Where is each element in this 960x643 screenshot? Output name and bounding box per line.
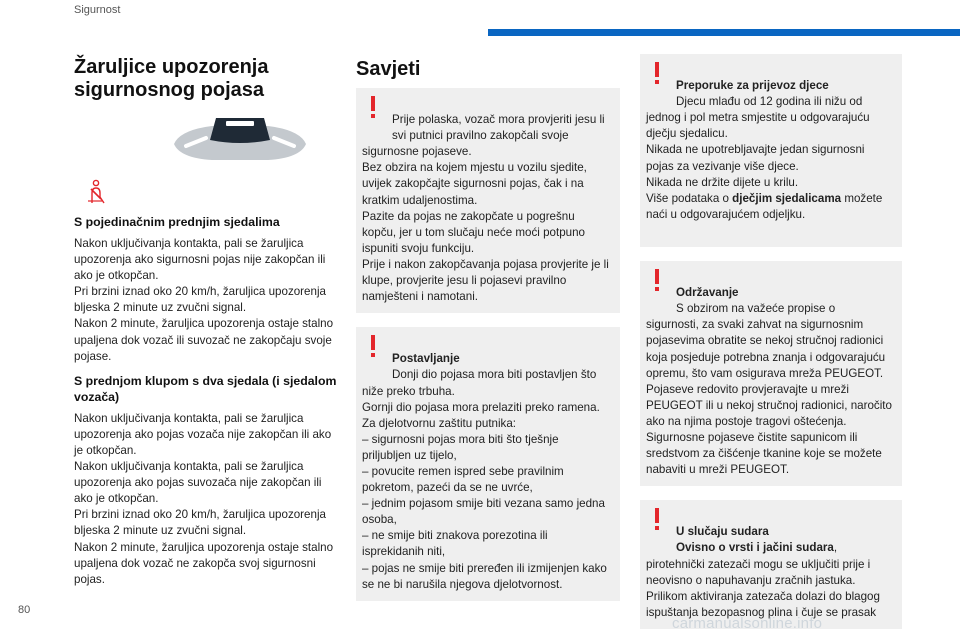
warning-exclamation-icon <box>652 506 662 532</box>
tips-title: Savjeti <box>356 58 421 80</box>
tip-collision-text: pirotehnički zatezači mogu se uključiti prije i neovisno o napuhavanju zračnih jastuka. Prilikom aktiviranja zatezača dolazi do blagog ispuštanja bezopasnog plina i čuje se prasak <box>646 557 880 619</box>
tip-children-text: jednog i pol metra smjestite u odgovarajuću dječju sjedalicu. Nikada ne upotrebljavajte jedan sigurnosni pojas za vezivanje više djece. Nikada ne držite dijete u krilu. <box>646 111 870 189</box>
paragraph-individual-seats: Nakon uključivanja kontakta, pali se žaruljica upozorenja ako sigurnosni pojas nije zakopčan ili ako je otkopčan. Pri brzini iznad oko 20 km/h, žaruljica upozorenja bljeska 2 minute uz zvučni signal. Nakon 2 minute, žaruljica upozorenja ostaje stalno upaljena dok vozač ili suvozač ne zakopčaju svoje pojase. <box>74 237 334 363</box>
watermark: carmanualsonline.info <box>672 615 823 632</box>
tip-maintenance-text: sigurnosti, za svaki zahvat na sigurnosnim pojasevima obratite se nekoj stručnoj radionici koja posjeduje potrebna znanja i odgovarajuću opremu, što vam osigurava mreža PEUGEOT. Pojaseve redovito provjeravajte u mreži PEUGEOT ili u nekoj stručnoj radionici, naročito ako na njima postoje tragovi oštećenja. Sigurnosne pojaseve čistite sapunicom ili sredstvom za čišćenje tkanine koje se možete nabaviti u mreži PEUGEOT. <box>646 318 892 477</box>
subheading-individual-seats: S pojedinačnim prednjim sjedalima <box>74 215 280 229</box>
tip-box-collision <box>640 500 902 629</box>
tip-fitting-title: Postavljanje <box>392 352 460 366</box>
tip-maintenance-first-line: S obzirom na važeće propise o <box>676 302 836 316</box>
tip-children-more-suffix: možete naći u odgovarajućem odjeljku. <box>646 191 883 221</box>
page-number: 80 <box>18 604 31 616</box>
tip-box-fitting <box>356 327 620 601</box>
tip-collision-title: U slučaju sudara <box>676 525 769 539</box>
paragraph-bench-seat: Nakon uključivanja kontakta, pali se žaruljica upozorenja ako pojas vozača nije zakopčan ili ako je otkopčan. Nakon uključivanja kontakta, pali se žaruljica upozorenja ako pojas suvozača nije zakopčan ili ako je otkopčan. Pri brzini iznad oko 20 km/h, žaruljica upozorenja bljeska 2 minute uz zvučni signal. Nakon 2 minute, žaruljica upozorenja ostaje stalno upaljena dok vozač ne zakopča svoj sigurnosni pojas. <box>74 411 334 586</box>
warning-exclamation-icon <box>652 60 662 86</box>
tip-collision-first-punct: , <box>833 541 838 555</box>
tip-children-first-line: Djecu mlađu od 12 godina ili nižu od <box>676 95 863 109</box>
warning-exclamation-icon <box>368 94 378 120</box>
tip-general-text: sigurnosne pojaseve. Bez obzira na kojem mjestu u vozilu sjedite, uvijek zakopčajte sigurnosni pojas, čak i na kratkim udaljenostima. Pazite da pojas ne zakopčate u pogrešnu kopču, jer u tom slučaju neće moći potpuno ispuniti svoju funkciju. Prije i nakon zakopčavanja pojasa provjerite je li klupe, provjerite jesu li pojasevi pravilno namješteni i namotani. <box>362 145 609 304</box>
tip-fitting-first-line: Donji dio pojasa mora biti postavljen što <box>392 368 597 382</box>
warning-exclamation-icon <box>368 333 378 359</box>
tip-children-more-prefix: Više podataka o <box>646 191 733 205</box>
column-3 <box>640 54 902 643</box>
tip-box-general <box>356 88 620 313</box>
tip-children-title: Preporuke za prijevoz djece <box>676 79 829 93</box>
subheading-bench-seat: S prednjom klupom s dva sjedala (i sjedalom vozača) <box>74 373 337 404</box>
column-2 <box>356 56 620 615</box>
section-title: Žaruljice upozorenja sigurnosnog pojasa <box>74 56 269 101</box>
child-seats-link-text: dječjim sjedalicama <box>732 191 842 205</box>
header-accent-bar <box>488 29 960 36</box>
warning-exclamation-icon <box>652 267 662 293</box>
tip-box-maintenance <box>640 261 902 486</box>
column-1 <box>74 56 342 588</box>
seatbelt-warning-icon <box>82 179 108 205</box>
tip-general-first-line: Prije polaska, vozač mora provjeriti jesu li svi putnici pravilno zakopčali svoje <box>392 113 605 143</box>
tip-maintenance-title: Održavanje <box>676 286 739 300</box>
instrument-cluster-icon <box>160 110 320 166</box>
tip-fitting-text: niže preko trbuha. Gornji dio pojasa mora prelaziti preko ramena. Za djelotvornu zaštitu putnika: – sigurnosni pojas mora biti što tješnje priljubljen uz tijelo, – povucite remen ispred sebe pravilnim pokretom, pazeći da se ne uvrće, – jednim pojasom smije biti vezana samo jedna osoba, – ne smije biti znakova porezotina ili isprekidanih niti, – pojas ne smije biti preređen ili izmijenjen kako se ne bi narušila njegova djelotvornost. <box>362 384 607 591</box>
tip-collision-first-bold: Ovisno o vrsti i jačini sudara <box>676 541 834 555</box>
section-label: Sigurnost <box>74 4 121 16</box>
tip-box-children <box>640 54 902 247</box>
